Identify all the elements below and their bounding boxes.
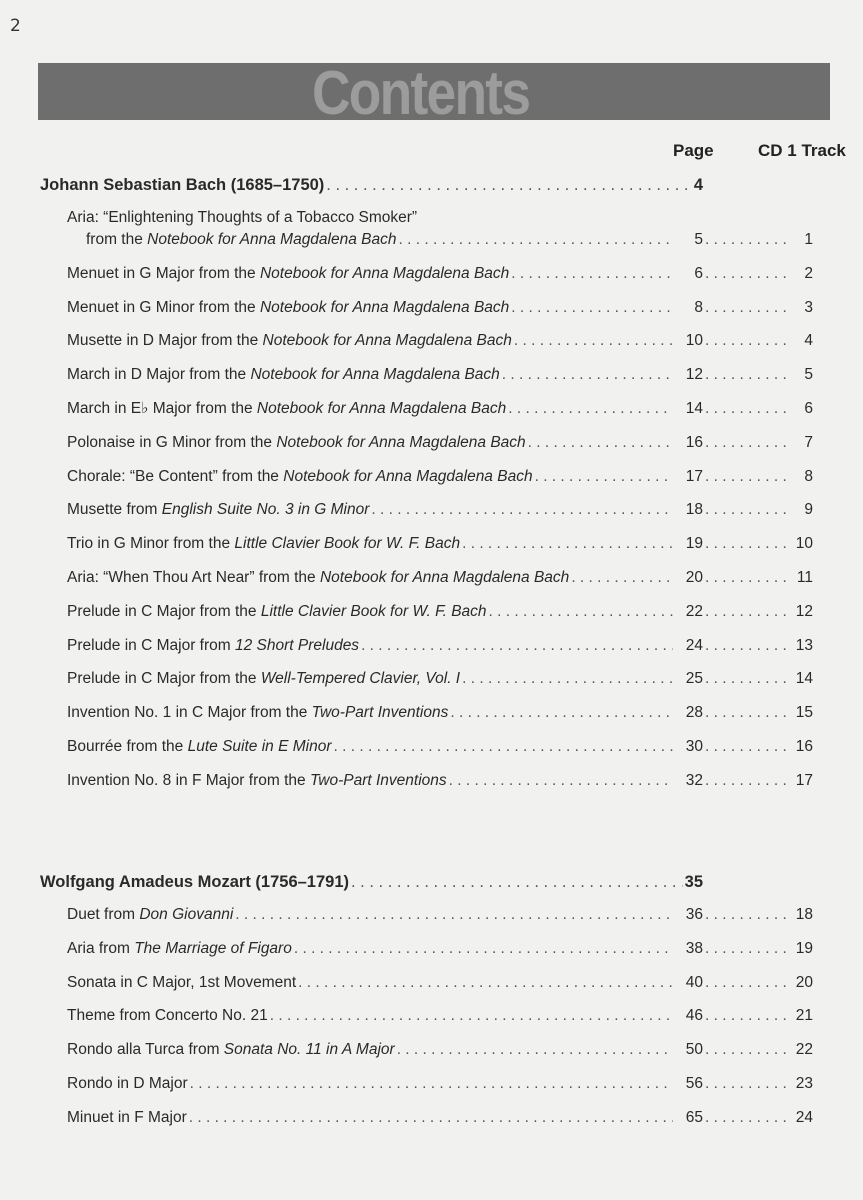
entry-page-number: 38 (685, 939, 703, 957)
dot-leader (705, 636, 791, 656)
entry-track-number: 7 (804, 433, 813, 451)
dot-leader (705, 230, 791, 250)
composer-page-number: 4 (693, 176, 703, 194)
dot-leader (450, 703, 673, 723)
entry-track-number: 20 (795, 973, 813, 991)
dot-leader (361, 636, 673, 656)
entry-source-title: Notebook for Anna Magdalena Bach (147, 231, 397, 248)
dot-leader (705, 433, 791, 453)
list-item (67, 737, 813, 757)
dot-leader (705, 939, 791, 959)
entry-page-number: 5 (694, 231, 703, 248)
dot-leader (189, 1108, 673, 1128)
entry-source-title: English Suite No. 3 in G Minor (161, 501, 370, 519)
dot-leader (705, 534, 791, 554)
list-item (67, 939, 813, 959)
list-item (67, 771, 813, 791)
entry-page-number: 14 (685, 400, 703, 417)
dot-leader (449, 771, 673, 791)
entry-title-line: Aria: “Enlightening Thoughts of a Tobacco Smoker” (67, 209, 418, 226)
entry-track-number: 5 (804, 366, 813, 384)
composer-heading-row (40, 872, 703, 892)
dot-leader (397, 1040, 673, 1060)
entry-page-number: 28 (685, 704, 703, 722)
list-item (67, 669, 813, 689)
dot-leader (705, 467, 791, 487)
entry-source-title: Notebook for Anna Magdalena Bach (283, 467, 533, 485)
entry-page-number: 50 (685, 1041, 703, 1059)
list-item (67, 568, 813, 588)
entry-track-number: 11 (796, 569, 813, 586)
entry-track-number: 1 (804, 231, 813, 248)
list-item (67, 230, 813, 250)
entry-track-number: 3 (804, 298, 813, 316)
list-item (67, 399, 813, 419)
entry-track-number: 16 (795, 738, 813, 755)
entry-title: Aria: “When Thou Art Near” from the Notebook for Anna Magdalena Bach (67, 569, 570, 586)
dot-leader (705, 1040, 791, 1060)
entry-page-number: 8 (694, 298, 703, 316)
entry-title: Invention No. 8 in F Major from the Two-Part Inventions (67, 771, 447, 789)
entry-title: March in D Major from the Notebook for Anna Magdalena Bach (67, 366, 500, 384)
entry-source-title: Sonata No. 11 in A Major (223, 1041, 395, 1059)
entry-title: Invention No. 1 in C Major from the Two-Part Inventions (67, 704, 449, 722)
entry-page-number: 30 (685, 738, 703, 755)
entry-track-number: 23 (795, 1075, 813, 1092)
dot-leader (462, 534, 673, 554)
entry-page-number: 22 (685, 602, 703, 620)
entry-page-number: 6 (694, 264, 703, 282)
dot-leader (705, 771, 791, 791)
dot-leader (511, 264, 673, 284)
list-item (67, 467, 813, 487)
dot-leader (514, 331, 673, 351)
column-header-page: Page (673, 141, 714, 160)
entry-source-title: Little Clavier Book for W. F. Bach (234, 535, 461, 553)
dot-leader (399, 230, 674, 250)
entry-title: Duet from Don Giovanni (67, 906, 234, 923)
entry-title: Trio in G Minor from the Little Clavier Book for W. F. Bach (67, 535, 461, 553)
entry-page-number: 46 (685, 1007, 703, 1025)
entry-page-number: 25 (685, 670, 703, 688)
entry-track-number: 12 (795, 602, 813, 620)
entry-source-title: Notebook for Anna Magdalena Bach (276, 433, 526, 451)
dot-leader (489, 602, 673, 622)
list-item (67, 1006, 813, 1026)
entry-source-title: Notebook for Anna Magdalena Bach (259, 264, 510, 282)
entry-page-number: 12 (685, 366, 703, 384)
entry-page-number: 65 (685, 1108, 703, 1126)
entry-title: March in E♭ Major from the Notebook for Anna Magdalena Bach (67, 400, 507, 417)
dot-leader (705, 568, 791, 588)
entry-title: Musette from English Suite No. 3 in G Minor (67, 501, 370, 519)
entry-source-title: Notebook for Anna Magdalena Bach (262, 332, 512, 350)
list-item (67, 298, 813, 318)
list-item (67, 905, 813, 925)
dot-leader (502, 365, 673, 385)
entry-track-number: 2 (804, 264, 813, 282)
entry-track-number: 13 (795, 636, 813, 654)
dot-leader (705, 669, 791, 689)
dot-leader (705, 973, 791, 993)
entry-page-number: 17 (685, 467, 703, 485)
entry-page-number: 10 (685, 332, 703, 350)
entry-page-number: 32 (685, 771, 703, 789)
list-item (67, 433, 813, 453)
dot-leader (705, 365, 791, 385)
dot-leader (705, 1006, 791, 1026)
entry-title: Rondo alla Turca from Sonata No. 11 in A Major (67, 1041, 395, 1059)
dot-leader (334, 737, 674, 757)
list-item (67, 365, 813, 385)
entry-track-number: 22 (795, 1041, 813, 1059)
list-item (67, 1040, 813, 1060)
entry-track-number: 14 (795, 670, 813, 688)
dot-leader (371, 500, 673, 520)
entry-track-number: 10 (795, 535, 813, 553)
entry-page-number: 18 (685, 501, 703, 519)
entry-title: Bourrée from the Lute Suite in E Minor (67, 738, 332, 755)
entry-track-number: 21 (795, 1007, 813, 1025)
entry-source-title: Lute Suite in E Minor (187, 738, 332, 755)
entry-title: Minuet in F Major (67, 1108, 187, 1126)
dot-leader (326, 175, 692, 195)
entry-title: Aria from The Marriage of Figaro (67, 939, 292, 957)
composer-heading-row (40, 175, 703, 195)
entry-title: Prelude in C Major from 12 Short Preludes (67, 636, 360, 654)
entry-source-title: The Marriage of Figaro (134, 939, 292, 957)
list-item (67, 264, 813, 284)
entry-title: Theme from Concerto No. 21 (67, 1007, 268, 1025)
entry-page-number: 40 (685, 973, 703, 991)
composer-name: Wolfgang Amadeus Mozart (1756–1791) (40, 873, 350, 891)
dot-leader (705, 264, 791, 284)
dot-leader (705, 1074, 791, 1094)
list-item (67, 602, 813, 622)
dot-leader (294, 939, 673, 959)
list-item (67, 1074, 813, 1094)
dot-leader (571, 568, 673, 588)
entry-track-number: 15 (795, 704, 813, 722)
dot-leader (535, 467, 673, 487)
column-header-cd-track: CD 1 Track (758, 141, 846, 160)
entry-page-number: 19 (685, 535, 703, 553)
entry-title: Prelude in C Major from the Well-Tempered Clavier, Vol. I (67, 670, 461, 688)
entry-source-title: Notebook for Anna Magdalena Bach (259, 298, 510, 316)
entry-title: Polonaise in G Minor from the Notebook for Anna Magdalena Bach (67, 433, 526, 451)
entry-track-number: 4 (804, 332, 813, 350)
list-item (67, 534, 813, 554)
entry-title: Prelude in C Major from the Little Clavier Book for W. F. Bach (67, 602, 487, 620)
entry-page-number: 56 (685, 1075, 703, 1092)
dot-leader (705, 500, 791, 520)
dot-leader (508, 399, 673, 419)
list-item (67, 636, 813, 656)
dot-leader (705, 399, 791, 419)
entry-track-number: 9 (804, 501, 813, 519)
entry-title: from the Notebook for Anna Magdalena Bach (86, 231, 397, 248)
contents-banner (38, 63, 830, 120)
list-item (67, 973, 813, 993)
entry-title: Musette in D Major from the Notebook for Anna Magdalena Bach (67, 332, 512, 350)
entry-title: Menuet in G Major from the Notebook for Anna Magdalena Bach (67, 264, 510, 282)
dot-leader (705, 602, 791, 622)
dot-leader (235, 905, 673, 925)
dot-leader (705, 1108, 791, 1128)
entry-title: Chorale: “Be Content” from the Notebook for Anna Magdalena Bach (67, 467, 533, 485)
entry-track-number: 24 (795, 1108, 813, 1126)
entry-source-title: Don Giovanni (139, 906, 234, 923)
entry-page-number: 24 (685, 636, 703, 654)
dot-leader (705, 703, 791, 723)
page-title: Contents (312, 63, 530, 120)
dot-leader (705, 331, 791, 351)
entry-page-number: 36 (685, 906, 703, 923)
list-item (67, 500, 813, 520)
dot-leader (190, 1074, 673, 1094)
entry-track-number: 18 (795, 906, 813, 923)
entry-title: Menuet in G Minor from the Notebook for Anna Magdalena Bach (67, 298, 510, 316)
dot-leader (351, 872, 683, 892)
page-number: 2 (10, 16, 21, 36)
entry-source-title: Two-Part Inventions (309, 771, 447, 789)
entry-page-number: 16 (685, 433, 703, 451)
entry-page-number: 20 (685, 569, 703, 586)
list-item (67, 1108, 813, 1128)
dot-leader (298, 973, 673, 993)
entry-title: Rondo in D Major (67, 1075, 188, 1092)
list-item (67, 331, 813, 351)
entry-source-title: Notebook for Anna Magdalena Bach (256, 400, 507, 417)
dot-leader (705, 737, 791, 757)
list-item (67, 703, 813, 723)
dot-leader (462, 669, 673, 689)
entry-source-title: Two-Part Inventions (311, 704, 449, 722)
entry-source-title: Little Clavier Book for W. F. Bach (260, 602, 487, 620)
dot-leader (705, 298, 791, 318)
entry-track-number: 6 (804, 400, 813, 417)
entry-track-number: 19 (795, 939, 813, 957)
dot-leader (270, 1006, 673, 1026)
dot-leader (511, 298, 673, 318)
entry-source-title: Notebook for Anna Magdalena Bach (319, 569, 570, 586)
entry-track-number: 17 (795, 771, 813, 789)
entry-source-title: Well-Tempered Clavier, Vol. I (260, 670, 461, 688)
dot-leader (528, 433, 673, 453)
entry-source-title: Notebook for Anna Magdalena Bach (250, 366, 500, 384)
composer-name: Johann Sebastian Bach (1685–1750) (40, 176, 325, 194)
entry-source-title: 12 Short Preludes (234, 636, 360, 654)
dot-leader (705, 905, 791, 925)
entry-title: Sonata in C Major, 1st Movement (67, 973, 297, 991)
entry-track-number: 8 (804, 467, 813, 485)
composer-page-number: 35 (684, 873, 703, 891)
